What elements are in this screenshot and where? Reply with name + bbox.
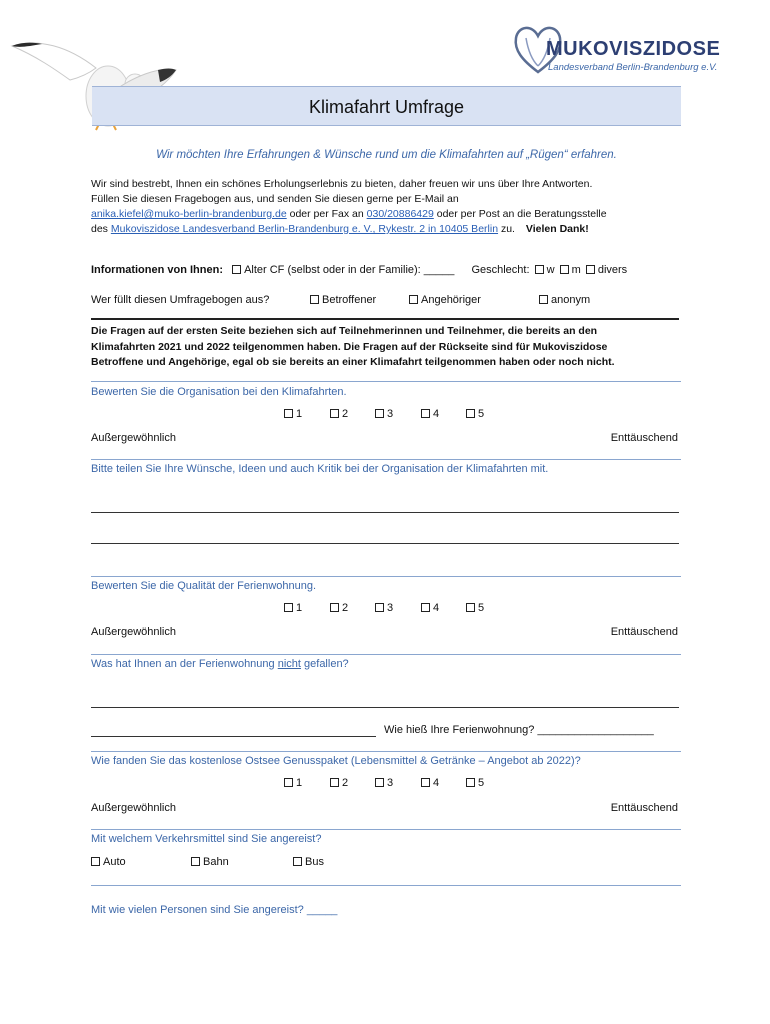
rating-organisation (284, 408, 524, 422)
anonym-label: anonym (551, 294, 591, 306)
scale-left-label: Außergewöhnlich (91, 802, 176, 814)
intro-line-4 (91, 222, 686, 237)
question-genusspaket: Wie fanden Sie das kostenlose Ostsee Genusspaket (Lebensmittel & Getränke – Angebot ab 2022)? (91, 755, 581, 767)
answer-line[interactable] (91, 543, 679, 544)
gender-divers-checkbox[interactable] (586, 265, 595, 274)
rating-checkbox[interactable] (284, 778, 293, 787)
section-divider (91, 381, 681, 382)
title-bar (92, 86, 681, 126)
auto-label: Auto (103, 856, 126, 868)
question-persons: Mit wie vielen Personen sind Sie angereist? _____ (91, 904, 338, 916)
scale-right-label: Enttäuschend (610, 626, 678, 638)
auto-checkbox[interactable] (91, 857, 100, 866)
gender-divers-label: divers (597, 264, 628, 276)
rating-label: 3 (387, 408, 394, 420)
gender-m-checkbox[interactable] (560, 265, 569, 274)
intro-text (91, 177, 686, 237)
subtitle: Wir möchten Ihre Erfahrungen & Wünsche rund um die Klimafahrten auf „Rügen“ erfahren. (156, 149, 617, 161)
rating-label: 4 (433, 602, 440, 614)
rating-label: 4 (433, 408, 440, 420)
rating-checkbox[interactable] (375, 409, 384, 418)
scale-left-label: Außergewöhnlich (91, 626, 176, 638)
intro-mid-1: oder per Fax an (286, 208, 367, 220)
notice (91, 324, 691, 371)
rating-checkbox[interactable] (330, 778, 339, 787)
question-organisation: Bewerten Sie die Organisation bei den Klimafahrten. (91, 386, 347, 398)
anonym-checkbox[interactable] (539, 295, 548, 304)
scale-left-label: Außergewöhnlich (91, 432, 176, 444)
betroffener-checkbox[interactable] (310, 295, 319, 304)
respondent-row (91, 294, 691, 310)
question-dislikes-pre: Was hat Ihnen an der Ferienwohnung (91, 658, 278, 670)
rating-label: 5 (478, 408, 485, 420)
intro-pre-address: des (91, 223, 111, 235)
intro-line-1: Wir sind bestrebt, Ihnen ein schönes Erholungserlebnis zu bieten, daher freuen wir uns über Ihre Antworten. (91, 178, 593, 190)
logo-name: MUKOVISZIDOSE (546, 38, 721, 60)
rating-checkbox[interactable] (284, 603, 293, 612)
scale-right-label: Enttäuschend (610, 802, 678, 814)
betroffener-label: Betroffener (322, 294, 377, 306)
question-wishes: Bitte teilen Sie Ihre Wünsche, Ideen und auch Kritik bei der Organisation der Klimafahrten mit. (91, 463, 549, 475)
rating-checkbox[interactable] (330, 409, 339, 418)
rating-label: 2 (342, 408, 349, 420)
rating-checkbox[interactable] (421, 409, 430, 418)
question-dislikes-post: gefallen? (300, 658, 349, 670)
intro-post-address: zu. (498, 223, 515, 235)
respondent-question: Wer füllt diesen Umfragebogen aus? (91, 294, 270, 306)
rating-label: 1 (296, 408, 303, 420)
rating-label: 2 (342, 602, 349, 614)
logo (510, 18, 740, 84)
notice-line-3: Betroffene und Angehörige, egal ob sie bereits an einer Klimafahrt teilgenommen haben oder noch nicht. (91, 356, 615, 368)
section-divider (91, 751, 681, 752)
rating-checkbox[interactable] (330, 603, 339, 612)
section-divider (91, 654, 681, 655)
section-divider (91, 829, 681, 830)
rating-label: 3 (387, 777, 394, 789)
rating-label: 1 (296, 602, 303, 614)
thanks-text: Vielen Dank! (525, 223, 589, 235)
answer-line-short[interactable] (91, 736, 376, 737)
rating-apartment (284, 602, 524, 616)
rating-checkbox[interactable] (375, 778, 384, 787)
apartment-name-question: Wie hieß Ihre Ferienwohnung? ___________________ (384, 724, 654, 736)
alter-checkbox[interactable] (232, 265, 241, 274)
intro-line-2: Füllen Sie diesen Fragebogen aus, und senden Sie diesen gerne per E-Mail an (91, 193, 459, 205)
rating-label: 5 (478, 777, 485, 789)
transport-options (91, 856, 491, 870)
question-dislikes-emph: nicht (277, 658, 301, 670)
answer-line[interactable] (91, 512, 679, 513)
rating-label: 4 (433, 777, 440, 789)
bus-checkbox[interactable] (293, 857, 302, 866)
alter-label: Alter CF (selbst oder in der Familie): _____ (244, 264, 455, 276)
address-link[interactable]: Mukoviszidose Landesverband Berlin-Brandenburg e. V., Rykestr. 2 in 10405 Berlin (110, 223, 499, 235)
gender-w-checkbox[interactable] (535, 265, 544, 274)
question-dislikes (91, 658, 349, 670)
rating-label: 2 (342, 777, 349, 789)
answer-line[interactable] (91, 707, 679, 708)
geschlecht-label: Geschlecht: (471, 264, 530, 276)
rating-label: 5 (478, 602, 485, 614)
bahn-label: Bahn (203, 856, 229, 868)
rating-label: 3 (387, 602, 394, 614)
rating-checkbox[interactable] (421, 778, 430, 787)
rating-checkbox[interactable] (375, 603, 384, 612)
intro-line-3 (91, 207, 686, 222)
bus-label: Bus (305, 856, 324, 868)
question-apartment-quality: Bewerten Sie die Qualität der Ferienwohnung. (91, 580, 317, 592)
email-link[interactable]: anika.kiefel@muko-berlin-brandenburg.de (91, 208, 287, 220)
page-title: Klimafahrt Umfrage (308, 97, 465, 117)
info-row (91, 264, 691, 276)
notice-line-2: Klimafahrten 2021 und 2022 teilgenommen haben. Die Fragen auf der Rückseite sind für Mukoviszidose (91, 340, 608, 353)
section-divider (91, 459, 681, 460)
rating-label: 1 (296, 777, 303, 789)
question-transport: Mit welchem Verkehrsmittel sind Sie angereist? (91, 833, 322, 845)
rating-checkbox[interactable] (284, 409, 293, 418)
angehoeriger-label: Angehöriger (421, 294, 481, 306)
notice-line-1: Die Fragen auf der ersten Seite beziehen sich auf Teilnehmerinnen und Teilnehmer, die bereits an den (91, 325, 598, 337)
section-divider (91, 885, 681, 886)
angehoeriger-checkbox[interactable] (409, 295, 418, 304)
intro-mid-2: oder per Post an die Beratungsstelle (433, 208, 607, 220)
rating-checkbox[interactable] (466, 603, 475, 612)
rating-genusspaket (284, 777, 524, 791)
bahn-checkbox[interactable] (191, 857, 200, 866)
info-label: Informationen von Ihnen: (91, 264, 223, 276)
fax-link[interactable]: 030/20886429 (366, 208, 434, 220)
rating-checkbox[interactable] (421, 603, 430, 612)
scale-right-label: Enttäuschend (610, 432, 678, 444)
rating-checkbox[interactable] (466, 409, 475, 418)
gender-w-label: w (546, 264, 555, 276)
gender-m-label: m (571, 264, 581, 276)
rating-checkbox[interactable] (466, 778, 475, 787)
divider (91, 318, 679, 320)
section-divider (91, 576, 681, 577)
logo-subline: Landesverband Berlin-Brandenburg e.V. (548, 62, 718, 73)
